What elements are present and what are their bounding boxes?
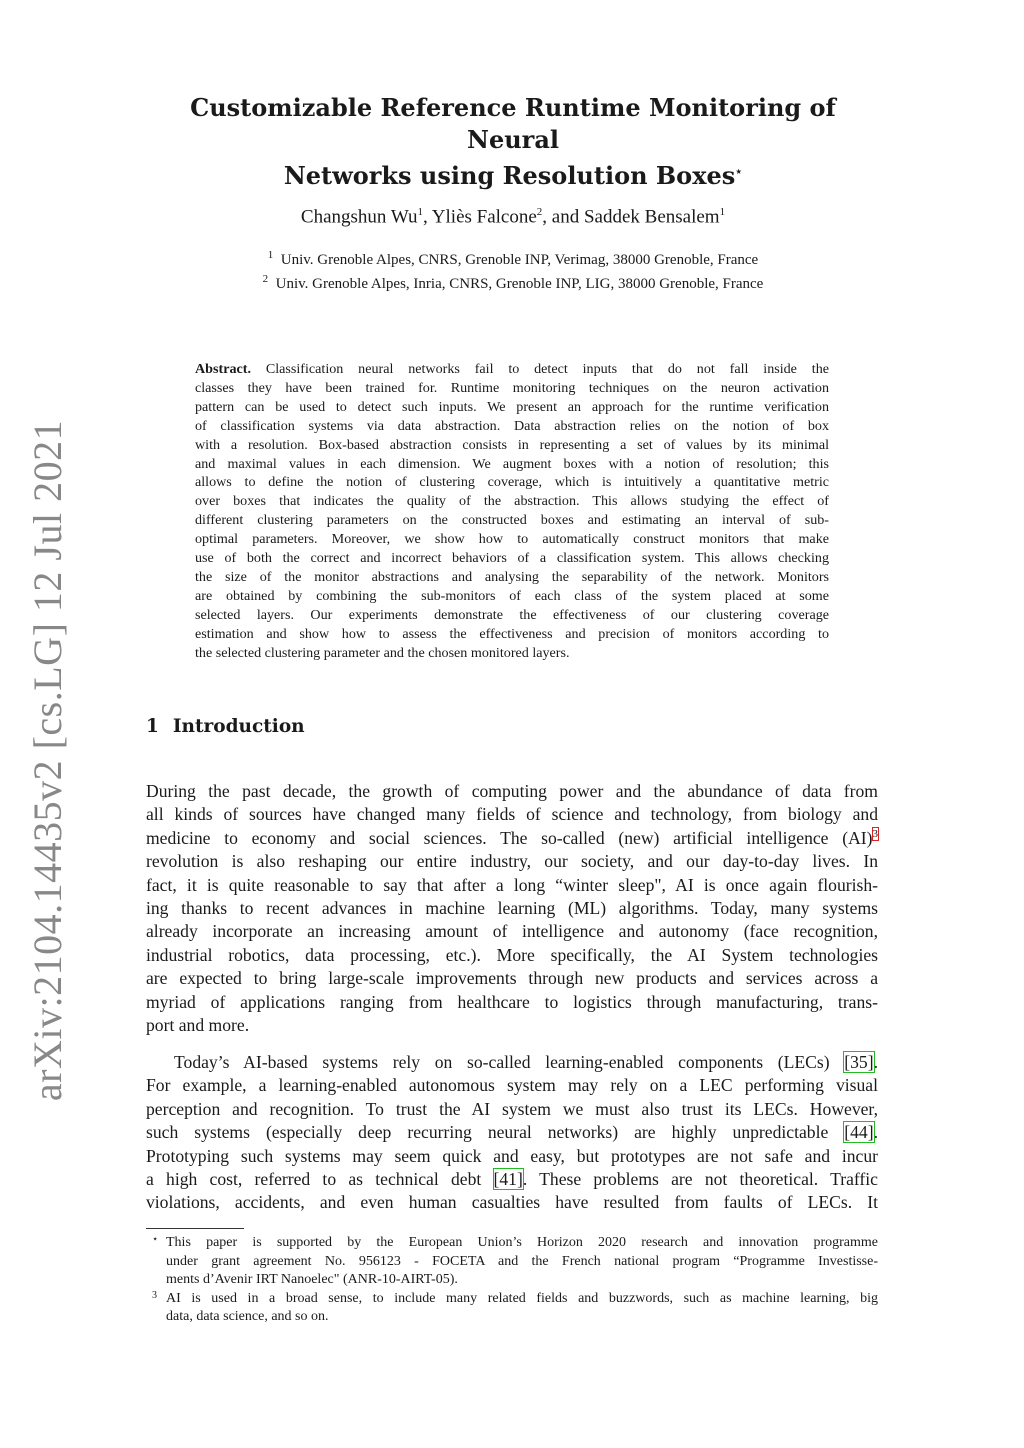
paragraph-line [146,827,878,850]
author-3-affil: 1 [719,206,726,218]
abstract-label: Abstract. [195,361,251,377]
footnote-star [146,1234,878,1290]
paragraph-line-text: medicine to economy and social sciences. The so-called (new) artificial intelligence (AI) [146,827,873,848]
abstract-line: with a resolution. Box-based abstraction consists in representing a set of values by its minimal [195,436,829,453]
author-3: , and Saddek Bensalem [542,206,720,228]
abstract-line: classes they have been trained for. Runtime monitoring techniques on the neuron activation [195,379,829,396]
author-1: Changshun Wu [300,206,418,228]
paragraph-line-end: . [873,1122,878,1143]
footnote-line: AI is used in a broad sense, to include many related fields and buzzwords, such as machine learning, big [166,1290,878,1306]
affiliation-2-num: 2 [262,273,269,285]
paragraph-line: revolution is also reshaping our entire industry, our society, and our day-to-day lives. In [146,851,878,872]
affiliation-1-text: Univ. Grenoble Alpes, CNRS, Grenoble INP, Verimag, 38000 Grenoble, France [280,252,759,268]
footnotes [146,1234,878,1327]
abstract-line: different clustering parameters on the constructed boxes and estimating an interval of sub- [195,512,829,529]
footnote-line: ments d’Avenir IRT Nanoelec" (ANR-10-AIRT-05). [166,1272,458,1287]
paragraph-line-text: such systems (especially deep recurring neural networks) are highly unpredictable [146,1122,845,1143]
arxiv-stamp-text: arXiv:2104.14435v2 [cs.LG] 12 Jul 2021 [25,419,71,1101]
section-title: Introduction [172,716,305,737]
paragraph-line-end: . These problems are not theoretical. Traffic [522,1169,878,1190]
footnote-star-mark: ⋆ [152,1234,159,1245]
abstract-line [195,360,829,379]
affiliation-1 [150,246,876,270]
arxiv-stamp [24,419,72,1101]
affiliation-2-text: Univ. Grenoble Alpes, Inria, CNRS, Grenoble INP, LIG, 38000 Grenoble, France [275,276,764,292]
paragraph-line: port and more. [146,1015,250,1036]
title-line-2 [150,156,876,192]
title-line-2-text: Networks using Resolution Boxes [283,161,736,190]
abstract-line: and maximal values in each dimension. We augment boxes with a notion of resolution; this [195,455,829,472]
section-number: 1 [146,716,159,737]
citation-44-link[interactable]: [44] [844,1122,874,1143]
abstract-line: of classification systems via data abstraction. Data abstraction relies on the notion of box [195,417,829,434]
footnote-3 [146,1290,878,1327]
author-1-affil: 1 [417,206,423,218]
author-list [150,206,876,228]
paragraph-line: fact, it is quite reasonable to say that after a long “winter sleep", AI is once again flourish- [146,874,878,895]
paragraph-line: For example, a learning-enabled autonomous system may rely on a LEC performing visual [146,1075,878,1096]
paragraph-line: industrial robotics, data processing, etc.). More specifically, the AI System technologies [146,944,878,965]
abstract-line: the selected clustering parameter and the chosen monitored layers. [195,644,570,661]
abstract-line-text: Classification neural networks fail to detect inputs that do not fall inside the [250,361,829,377]
abstract-line: the size of the monitor abstractions and analysing the separability of the network. Monitors [195,568,829,585]
paragraph-line: Prototyping such systems may seem quick and easy, but prototypes are not safe and incur [146,1145,878,1166]
abstract-line: allows to define the notion of clustering coverage, which is intuitively a quantitative metric [195,474,829,491]
paragraph-line: perception and recognition. To trust the AI system we must also trust its LECs. However, [146,1098,878,1119]
citation-41-link[interactable]: [41] [493,1169,523,1190]
paragraph-line: violations, accidents, and even human casualties have resulted from faults of LECs. It [146,1192,878,1213]
abstract-line: optimal parameters. Moreover, we show how to automatically construct monitors that make [195,531,829,548]
abstract-line: estimation and show how to assess the effectiveness and precision of monitors according to [195,625,829,642]
footnote-line: data, data science, and so on. [166,1309,329,1324]
affiliation-2 [150,270,876,294]
paragraph-line [146,1051,878,1074]
intro-paragraph-1 [146,780,878,1037]
paragraph-line: During the past decade, the growth of computing power and the abundance of data from [146,781,878,801]
paragraph-line [146,1121,878,1144]
abstract [195,360,829,663]
author-2: , Yliès Falcone [423,206,537,228]
paragraph-line-end: . [873,1052,878,1072]
citation-35-link[interactable]: [35] [844,1052,874,1072]
title-line-1: Customizable Reference Runtime Monitoring of Neural [190,93,836,154]
title-footnote-mark[interactable]: ⋆ [735,165,743,178]
abstract-line: pattern can be used to detect such inputs. We present an approach for the runtime verification [195,398,829,415]
footnote-divider [146,1228,244,1229]
paragraph-line-text: Today’s AI-based systems rely on so-called learning-enabled components (LECs) [174,1052,845,1072]
footnote-line: This paper is supported by the European Union’s Horizon 2020 research and innovation programme [166,1235,878,1250]
abstract-line: are obtained by combining the sub-monitors of each class of the system placed at some [195,587,829,604]
affiliation-1-num: 1 [267,249,274,261]
intro-paragraph-2 [146,1051,878,1215]
paragraph-line: are expected to bring large-scale improvements through new products and services across a [146,968,878,989]
paragraph-line: all kinds of sources have changed many fields of science and technology, from biology and [146,804,878,825]
footnote-line: under grant agreement No. 956123 - FOCETA and the French national program “Programme Investisse- [166,1253,878,1269]
paper-title [150,92,876,192]
paragraph-line-text: a high cost, referred to as technical debt [146,1169,494,1190]
section-heading-introduction [146,716,305,737]
affiliations [150,246,876,294]
abstract-line: over boxes that indicates the quality of the abstraction. This allows studying the effect of [195,493,829,510]
paragraph-line: myriad of applications ranging from healthcare to logistics through manufacturing, trans- [146,991,878,1012]
paragraph-line: already incorporate an increasing amount of intelligence and autonomy (face recognition, [146,921,878,942]
footnote-3-link[interactable]: 3 [872,827,878,840]
paragraph-line [146,1168,878,1191]
abstract-line: use of both the correct and incorrect behaviors of a classification system. This allows checking [195,550,829,567]
author-2-affil: 2 [536,206,543,218]
paragraph-line: ing thanks to recent advances in machine learning (ML) algorithms. Today, many systems [146,898,878,919]
abstract-line: selected layers. Our experiments demonstrate the effectiveness of our clustering coverage [195,606,829,623]
footnote-3-mark: 3 [152,1289,157,1301]
